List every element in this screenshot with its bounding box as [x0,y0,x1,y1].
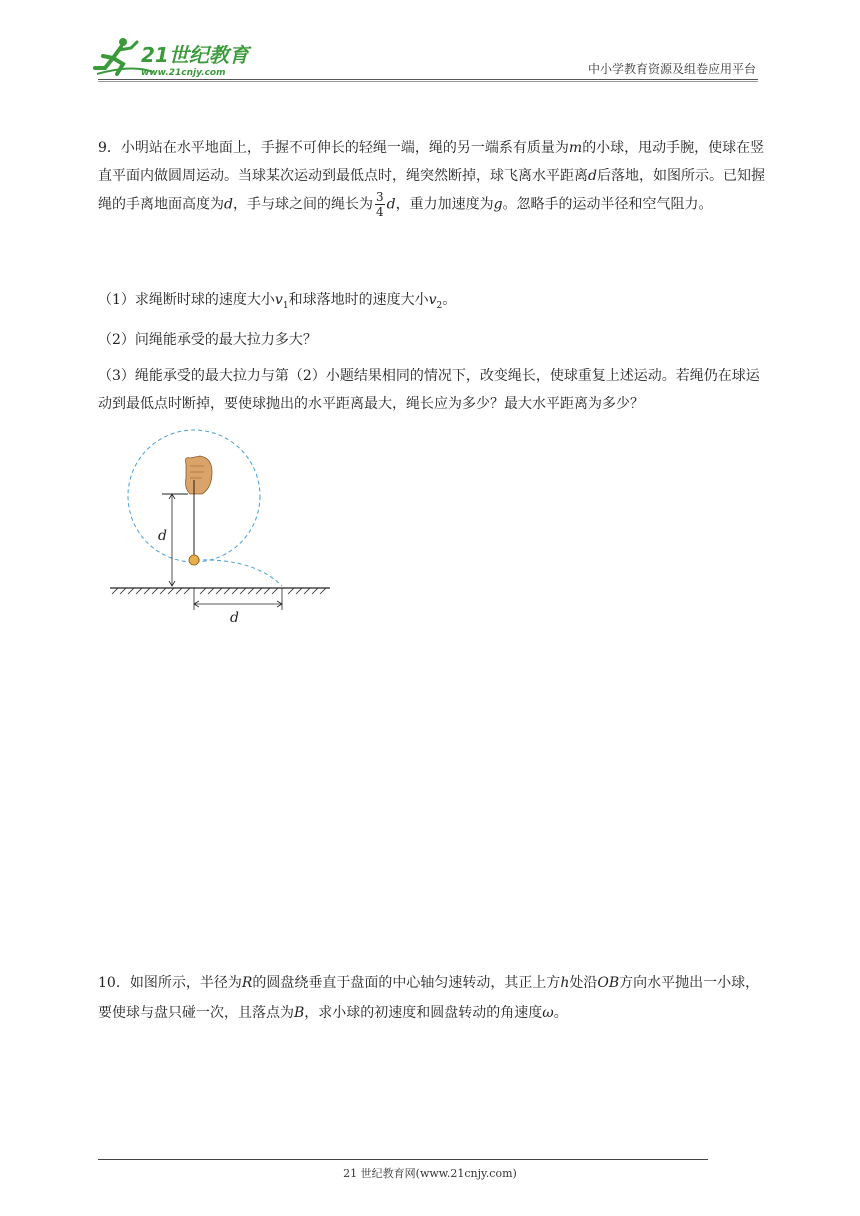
question-9-figure [104,428,344,628]
question-9-part-3: （3）绳能承受的最大拉力与第（2）小题结果相同的情况下，改变绳长，使球重复上述运动。若绳仍在球运动到最低点时断掉，要使球抛出的水平距离最大，绳长应为多少？最大水平距离为多少？ [98,368,760,412]
footer-divider [98,1159,708,1160]
logo-url: www.21cnjy.com [141,68,226,78]
question-9-stem: 9．小明站在水平地面上，手握不可伸长的轻绳一端，绳的另一端系有质量为m的小球，甩动手腕，使球在竖直平面内做圆周运动。当球某次运动到最低点时，绳突然断掉，球飞离水平距离d后落地，如图所示。已知握绳的手离地面高度为d，手与球之间的绳长为 $\frac{3}{4}$ d，重力加速度为g。忽略手的运动半径和空气阻力。 [98,140,765,219]
question-10-stem: 10．如图所示，半径为R的圆盘绕垂直于盘面的中心轴匀速转动，其正上方h处沿OB方向水平抛出一小球，要使球与盘只碰一次，且落点为B，求小球的初速度和圆盘转动的角速度ω。 [98,975,760,1021]
footer-text: 21 世纪教育网(www.21cnjy.com) [343,1167,517,1180]
logo-text: 21世纪教育 [141,43,249,67]
ball [189,555,199,565]
ground-hatching [112,588,326,594]
site-logo [93,34,263,80]
distance-label: d [230,610,239,626]
projectile-path [196,560,282,586]
question-9-part-2: （2）问绳能承受的最大拉力多大？ [98,332,317,348]
height-label: d [158,528,167,544]
header-divider [98,79,758,80]
platform-title: 中小学教育资源及组卷应用平台 [587,62,756,76]
hand-icon [186,456,213,494]
fraction-three-quarters: $\frac{3}{4}$ [375,190,384,219]
header-divider-thin [98,81,758,82]
question-9-part-1: （1）求绳断时球的速度大小$v_1$和球落地时的速度大小$v_2$。 [98,292,457,311]
